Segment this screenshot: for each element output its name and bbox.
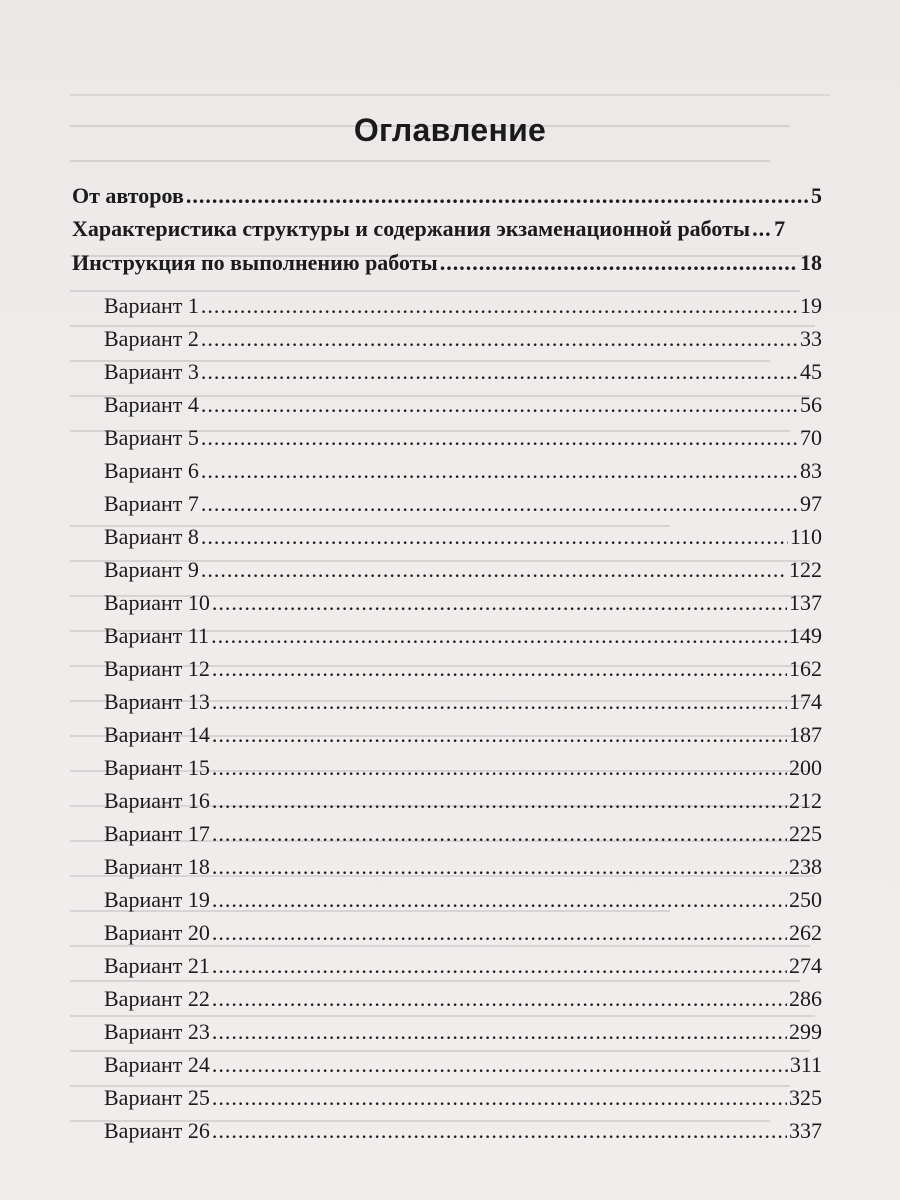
toc-entry-variant[interactable]: [104, 688, 822, 716]
toc-entry-label: Вариант 11: [104, 623, 210, 648]
toc-entry-variant[interactable]: [104, 424, 822, 452]
toc-entry-instructions[interactable]: [72, 249, 822, 277]
leader-dots: [212, 985, 787, 1013]
toc-entry-label: Вариант 21: [104, 953, 210, 978]
toc-entry-page: 149: [789, 623, 822, 648]
toc-entry-label: Вариант 22: [104, 986, 210, 1011]
toc-entry-variant[interactable]: [104, 985, 822, 1013]
toc-entry-page: 286: [789, 986, 822, 1011]
toc-entry-variant[interactable]: [104, 952, 822, 980]
toc-entry-page: 19: [800, 293, 822, 318]
leader-dots: [201, 358, 798, 386]
toc-entry-label: Вариант 12: [104, 656, 210, 681]
leader-dots: [201, 457, 798, 485]
leader-dots: [212, 721, 787, 749]
toc-entry-label: Вариант 10: [104, 590, 210, 615]
toc-entry-structure[interactable]: [72, 215, 822, 243]
leader-dots: [186, 182, 809, 210]
toc-entry-label: Характеристика структуры и содержания экзаменационной работы: [72, 216, 751, 241]
toc-entry-variant[interactable]: [104, 1051, 822, 1079]
toc-entry-variant[interactable]: [104, 325, 822, 353]
toc-entry-variant[interactable]: [104, 589, 822, 617]
leader-dots: [201, 556, 787, 584]
toc-entry-page: 299: [789, 1019, 822, 1044]
toc-entry-label: Вариант 9: [104, 557, 199, 582]
leader-dots: [212, 754, 787, 782]
leader-dots: [752, 215, 772, 243]
toc-entry-label: Вариант 20: [104, 920, 210, 945]
toc-entry-label: Вариант 13: [104, 689, 210, 714]
leader-dots: [212, 589, 787, 617]
toc-entry-variant[interactable]: [104, 655, 822, 683]
toc-entry-page: 137: [789, 590, 822, 615]
leader-dots: [201, 325, 798, 353]
toc-entry-label: Вариант 6: [104, 458, 199, 483]
toc-entry-variant[interactable]: [104, 391, 822, 419]
toc-entry-variant[interactable]: [104, 754, 822, 782]
page-title: Оглавление: [353, 112, 547, 148]
toc-entry-label: Вариант 8: [104, 524, 199, 549]
toc-entry-label: Вариант 4: [104, 392, 199, 417]
toc-entry-page: 311: [789, 1052, 822, 1077]
toc-entry-variant[interactable]: [104, 919, 822, 947]
toc-entry-variant[interactable]: [104, 622, 822, 650]
toc-entry-variant[interactable]: [104, 886, 822, 914]
toc-entry-page: 187: [789, 722, 822, 747]
toc-entry-variant[interactable]: [104, 358, 822, 386]
toc-entry-label: Вариант 24: [104, 1052, 210, 1077]
toc-entry-page: 110: [789, 524, 822, 549]
toc-entry-label: От авторов: [72, 183, 184, 208]
toc-entry-variant[interactable]: [104, 853, 822, 881]
leader-dots: [201, 391, 798, 419]
toc-entry-label: Вариант 15: [104, 755, 210, 780]
toc-entry-variant[interactable]: [104, 292, 822, 320]
toc-entry-page: 56: [800, 392, 822, 417]
toc-entry-variant[interactable]: [104, 721, 822, 749]
toc-entry-page: 7: [774, 216, 786, 241]
toc-entry-page: 174: [789, 689, 822, 714]
leader-dots: [212, 1084, 787, 1112]
toc-entry-label: Вариант 18: [104, 854, 210, 879]
toc-entry-label: Вариант 19: [104, 887, 210, 912]
leader-dots: [201, 523, 788, 551]
toc-entry-label: Вариант 16: [104, 788, 210, 813]
toc-entry-authors[interactable]: [72, 182, 822, 210]
toc-entry-page: 225: [789, 821, 822, 846]
toc-entry-variant[interactable]: [104, 523, 822, 551]
toc-entry-page: 337: [789, 1118, 822, 1143]
toc-entry-label: Вариант 7: [104, 491, 199, 516]
toc-entry-label: Вариант 5: [104, 425, 199, 450]
toc-entry-label: Вариант 2: [104, 326, 199, 351]
toc-entry-page: 97: [800, 491, 822, 516]
toc-entry-variant[interactable]: [104, 787, 822, 815]
leader-dots: [212, 1117, 787, 1145]
leader-dots: [201, 424, 798, 452]
toc-entry-page: 238: [789, 854, 822, 879]
leader-dots: [212, 787, 787, 815]
toc-entry-variant[interactable]: [104, 1084, 822, 1112]
toc-entry-label: Инструкция по выполнению работы: [72, 250, 438, 275]
toc-entry-label: Вариант 17: [104, 821, 210, 846]
toc-entry-variant[interactable]: [104, 490, 822, 518]
toc-entry-variant[interactable]: [104, 556, 822, 584]
leader-dots: [212, 1051, 788, 1079]
leader-dots: [201, 490, 798, 518]
toc-entry-page: 33: [800, 326, 822, 351]
toc-entry-page: 70: [800, 425, 822, 450]
leader-dots: [212, 919, 787, 947]
toc-entry-page: 212: [789, 788, 822, 813]
leader-dots: [212, 820, 787, 848]
toc-entry-page: 262: [789, 920, 822, 945]
toc-entry-label: Вариант 23: [104, 1019, 210, 1044]
toc-entry-label: Вариант 3: [104, 359, 199, 384]
leader-dots: [212, 655, 787, 683]
toc-entry-page: 45: [800, 359, 822, 384]
leader-dots: [201, 292, 798, 320]
toc-entry-label: Вариант 25: [104, 1085, 210, 1110]
toc-entry-variant[interactable]: [104, 1018, 822, 1046]
toc-entry-page: 18: [800, 250, 822, 275]
leader-dots: [212, 1018, 787, 1046]
toc-entry-page: 83: [800, 458, 822, 483]
leader-dots: [440, 249, 798, 277]
toc-entry-label: Вариант 26: [104, 1118, 210, 1143]
leader-dots: [212, 688, 787, 716]
toc-entry-label: Вариант 1: [104, 293, 199, 318]
toc-entry-label: Вариант 14: [104, 722, 210, 747]
toc-entry-page: 274: [789, 953, 822, 978]
leader-dots: [212, 853, 787, 881]
toc-entry-page: 250: [789, 887, 822, 912]
toc-entry-page: 122: [789, 557, 822, 582]
leader-dots: [212, 886, 787, 914]
toc-entry-page: 162: [789, 656, 822, 681]
leader-dots: [212, 952, 787, 980]
toc-entry-page: 5: [811, 183, 822, 208]
leader-dots: [211, 622, 787, 650]
toc-entry-variant[interactable]: [104, 1117, 822, 1145]
toc-entry-variant[interactable]: [104, 457, 822, 485]
toc-entry-page: 325: [789, 1085, 822, 1110]
toc-entry-variant[interactable]: [104, 820, 822, 848]
toc-entry-page: 200: [789, 755, 822, 780]
